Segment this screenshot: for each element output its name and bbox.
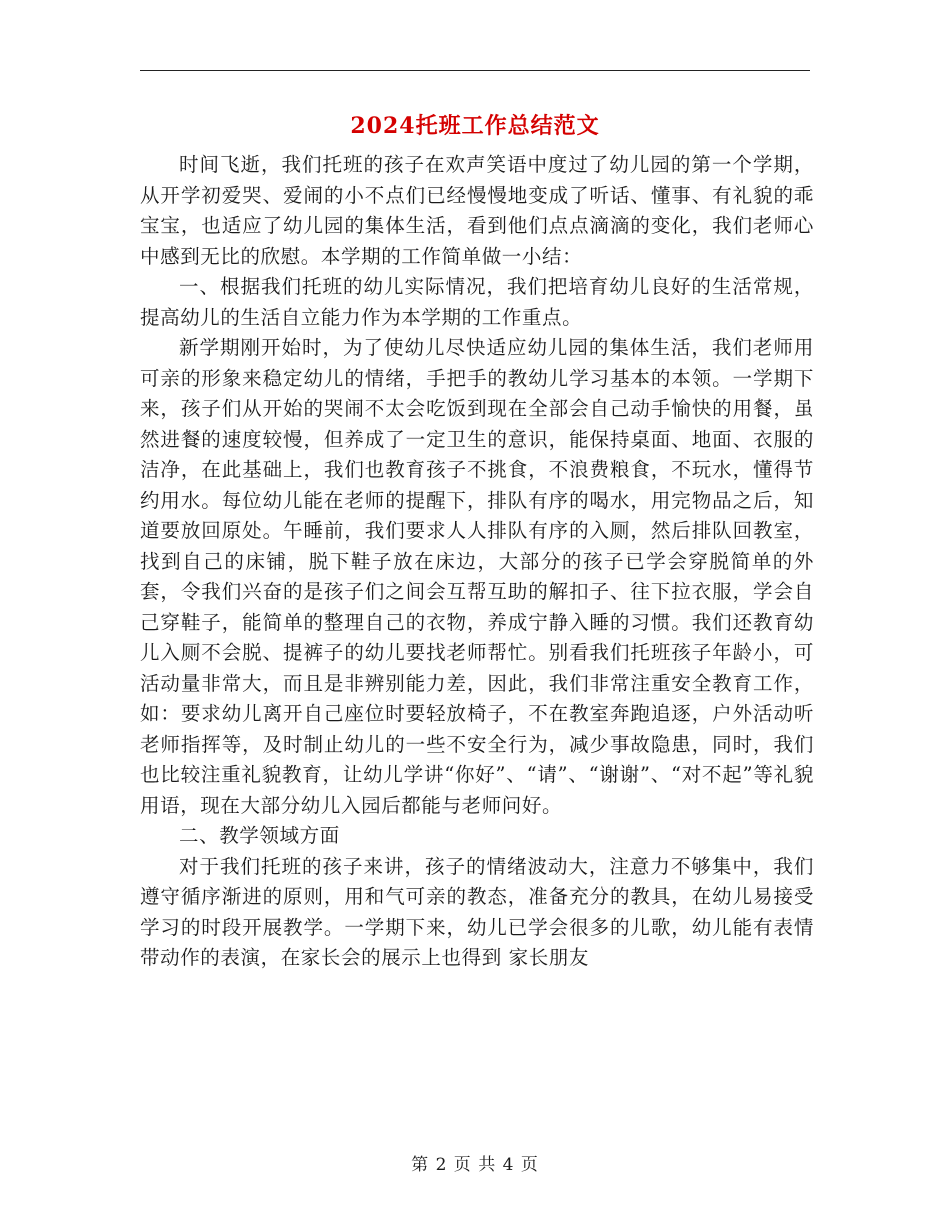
header-rule xyxy=(140,70,810,71)
paragraph-intro: 时间飞逝，我们托班的孩子在欢声笑语中度过了幼儿园的第一个学期，从开学初爱哭、爱闹的小不点们已经慢慢地变成了听话、懂事、有礼貌的乖宝宝，也适应了幼儿园的集体生活，看到他们点点滴滴的变化，我们老师心中感到无比的欣慰。本学期的工作简单做一小结： xyxy=(140,153,814,268)
paragraph-section-one-heading: 一、根据我们托班的幼儿实际情况，我们把培育幼儿良好的生活常规，提高幼儿的生活自立能力作为本学期的工作重点。 xyxy=(140,275,814,329)
page-number-footer: 第 2 页 共 4 页 xyxy=(411,1155,539,1175)
paragraph-section-two-heading: 二、教学领域方面 xyxy=(179,824,340,847)
paragraph-teaching: 对于我们托班的孩子来讲，孩子的情绪波动大，注意力不够集中，我们遵守循序渐进的原则，用和气可亲的教态，准备充分的教具，在幼儿易接受学习的时段开展教学。一学期下来，幼儿已学会很多的儿歌，幼儿能有表情带动作的表演，在家长会的展示上也得到 家长朋友 xyxy=(140,854,814,969)
document-title: 2024托班工作总结范文 xyxy=(350,113,600,139)
paragraph-daily-routine: 新学期刚开始时，为了使幼儿尽快适应幼儿园的集体生活，我们老师用可亲的形象来稳定幼儿的情绪，手把手的教幼儿学习基本的本领。一学期下来，孩子们从开始的哭闹不太会吃饭到现在全部会自己动手愉快的用餐，虽然进餐的速度较慢，但养成了一定卫生的意识，能保持桌面、地面、衣服的洁净，在此基础上，我们也教育孩子不挑食，不浪费粮食，不玩水，懂得节约用水。每位幼儿能在老师的提醒下，排队有序的喝水，用完物品之后，知道要放回原处。午睡前，我们要求人人排队有序的入厕，然后排队回教室，找到自己的床铺，脱下鞋子放在床边，大部分的孩子已学会穿脱简单的外套，令我们兴奋的是孩子们之间会互帮互助的解扣子、往下拉衣服，学会自己穿鞋子，能简单的整理自己的衣物，养成宁静入睡的习惯。我们还教育幼儿入厕不会脱、提裤子的幼儿要找老师帮忙。别看我们托班孩子年龄小，可活动量非常大，而且是非辨别能力差，因此，我们非常注重安全教育工作，如：要求幼儿离开自己座位时要轻放椅子，不在教室奔跑追逐，户外活动听老师指挥等，及时制止幼儿的一些不安全行为，减少事故隐患，同时，我们也比较注重礼貌教育，让幼儿学讲“你好”、“请”、“谢谢”、“对不起”等礼貌用语，现在大部分幼儿入园后都能与老师问好。 xyxy=(140,336,814,817)
document-body xyxy=(140,150,814,974)
